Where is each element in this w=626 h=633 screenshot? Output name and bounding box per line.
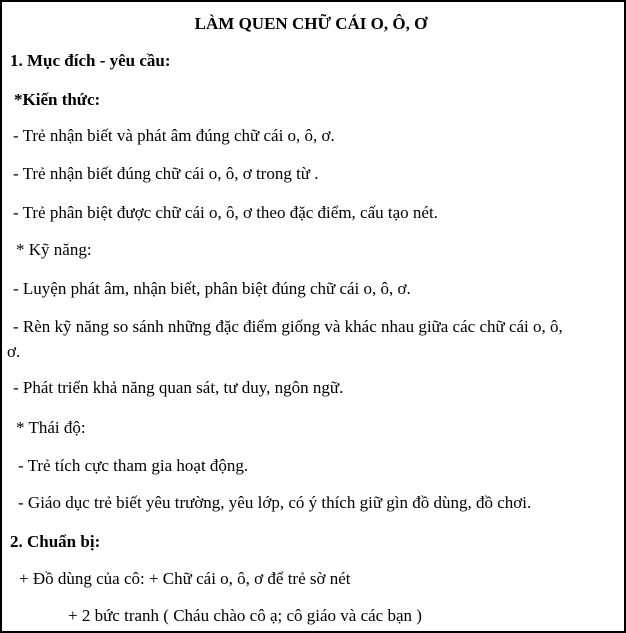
skills-item: - Rèn kỹ năng so sánh những đặc điểm giống và khác nhau giữa các chữ cái o, ô, xyxy=(13,317,563,336)
preparation-item: + 2 bức tranh ( Cháu chào cô ạ; cô giáo và các bạn ) xyxy=(68,606,422,625)
skills-item: - Luyện phát âm, nhận biết, phân biệt đúng chữ cái o, ô, ơ. xyxy=(13,279,411,298)
skills-item: - Phát triển khả năng quan sát, tư duy, ngôn ngữ. xyxy=(13,378,344,397)
attitude-item: - Giáo dục trẻ biết yêu trường, yêu lớp, có ý thích giữ gìn đồ dùng, đồ chơi. xyxy=(18,493,532,512)
subsection-heading-knowledge: *Kiến thức: xyxy=(14,90,101,109)
section-heading-preparation: 2. Chuẩn bị: xyxy=(10,532,101,551)
subsection-heading-skills: * Kỹ năng: xyxy=(16,240,92,259)
document-title: LÀM QUEN CHỮ CÁI O, Ô, Ơ xyxy=(194,14,428,33)
preparation-item: + Đồ dùng của cô: + Chữ cái o, ô, ơ để trẻ sờ nét xyxy=(19,569,351,588)
attitude-item: - Trẻ tích cực tham gia hoạt động. xyxy=(18,456,249,475)
knowledge-item: - Trẻ nhận biết và phát âm đúng chữ cái o, ô, ơ. xyxy=(13,126,335,145)
knowledge-item: - Trẻ phân biệt được chữ cái o, ô, ơ theo đặc điểm, cấu tạo nét. xyxy=(13,203,438,222)
subsection-heading-attitude: * Thái độ: xyxy=(16,418,86,437)
knowledge-item: - Trẻ nhận biết đúng chữ cái o, ô, ơ trong từ . xyxy=(13,164,319,183)
section-heading-purpose: 1. Mục đích - yêu cầu: xyxy=(10,51,171,70)
skills-item-continuation: ơ. xyxy=(7,342,21,361)
